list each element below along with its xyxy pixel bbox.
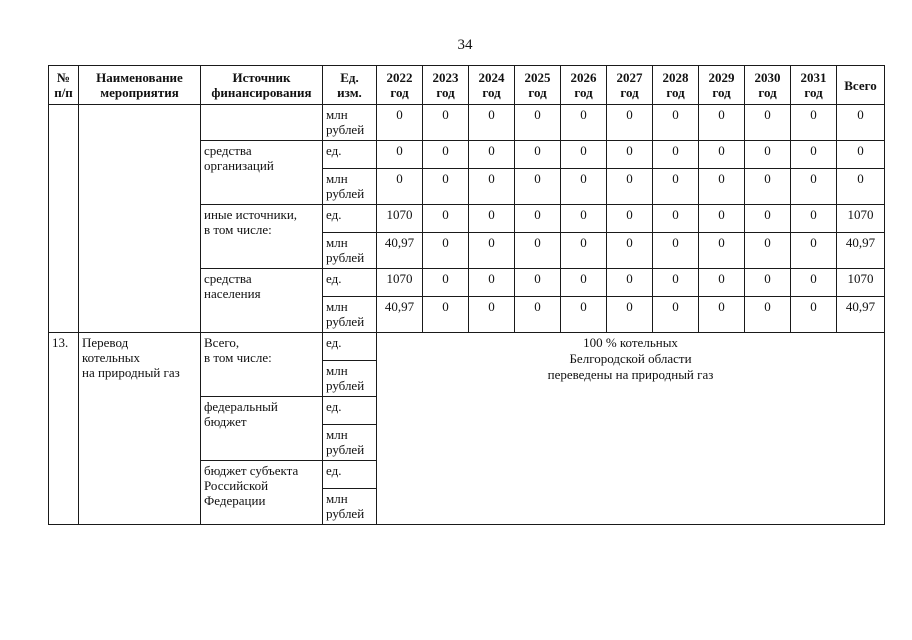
- source-cell: федеральный бюджет: [201, 397, 323, 461]
- value-cell: 0: [745, 297, 791, 333]
- value-cell: 0: [653, 169, 699, 205]
- unit-cell: ед.: [323, 205, 377, 233]
- header-year-2025: 2025 год: [515, 66, 561, 105]
- value-cell: 0: [515, 233, 561, 269]
- value-cell: 0: [607, 105, 653, 141]
- unit-cell: млн рублей: [323, 233, 377, 269]
- value-cell: 0: [561, 233, 607, 269]
- source-cell: средства организаций: [201, 141, 323, 205]
- value-cell: 0: [745, 269, 791, 297]
- value-cell: 40,97: [377, 297, 423, 333]
- value-cell: 0: [515, 169, 561, 205]
- value-cell: 0: [561, 105, 607, 141]
- value-cell: 40,97: [377, 233, 423, 269]
- header-row: [49, 66, 885, 105]
- value-cell: 0: [515, 269, 561, 297]
- total-cell: 1070: [837, 205, 885, 233]
- value-cell: 0: [561, 269, 607, 297]
- source-cell: иные источники, в том числе:: [201, 205, 323, 269]
- table-row: [49, 333, 885, 361]
- value-cell: 0: [469, 141, 515, 169]
- value-cell: 0: [515, 141, 561, 169]
- header-year-2031: 2031 год: [791, 66, 837, 105]
- value-cell: 0: [791, 169, 837, 205]
- value-cell: 0: [699, 297, 745, 333]
- value-cell: 0: [653, 297, 699, 333]
- value-cell: 0: [423, 297, 469, 333]
- unit-cell: ед.: [323, 397, 377, 425]
- header-year-2023: 2023 год: [423, 66, 469, 105]
- value-cell: 0: [607, 205, 653, 233]
- header-name: Наименование мероприятия: [79, 66, 201, 105]
- value-cell: 0: [423, 269, 469, 297]
- note-line: Белгородской области: [569, 351, 692, 366]
- unit-cell: ед.: [323, 269, 377, 297]
- value-cell: 0: [791, 269, 837, 297]
- unit-cell: ед.: [323, 461, 377, 489]
- value-cell: 0: [745, 105, 791, 141]
- item-name: Перевод котельных на природный газ: [79, 333, 201, 525]
- value-cell: 0: [699, 105, 745, 141]
- header-total: Всего: [837, 66, 885, 105]
- value-cell: 0: [745, 141, 791, 169]
- value-cell: 0: [377, 105, 423, 141]
- total-cell: 0: [837, 141, 885, 169]
- value-cell: 0: [469, 233, 515, 269]
- item-number: 13.: [49, 333, 79, 525]
- header-year-2026: 2026 год: [561, 66, 607, 105]
- unit-cell: ед.: [323, 141, 377, 169]
- unit-cell: млн рублей: [323, 105, 377, 141]
- unit-cell: млн рублей: [323, 297, 377, 333]
- value-cell: 0: [745, 169, 791, 205]
- unit-cell: млн рублей: [323, 489, 377, 525]
- header-source: Источник финансирования: [201, 66, 323, 105]
- note-line: 100 % котельных: [583, 335, 678, 350]
- total-cell: 40,97: [837, 297, 885, 333]
- page-number: 34: [457, 37, 473, 53]
- num-cell-empty: [49, 105, 79, 333]
- value-cell: 0: [607, 297, 653, 333]
- value-cell: 0: [607, 141, 653, 169]
- unit-cell: млн рублей: [323, 169, 377, 205]
- value-cell: 0: [653, 233, 699, 269]
- header-num: № п/п: [49, 66, 79, 105]
- completion-note: [377, 333, 885, 525]
- value-cell: 0: [699, 169, 745, 205]
- header-unit: Ед. изм.: [323, 66, 377, 105]
- value-cell: 0: [469, 269, 515, 297]
- table-row: [49, 105, 885, 141]
- note-line: переведены на природный газ: [547, 367, 714, 382]
- value-cell: 0: [653, 105, 699, 141]
- value-cell: 0: [791, 205, 837, 233]
- value-cell: 0: [561, 297, 607, 333]
- source-cell-empty: [201, 105, 323, 141]
- header-year-2022: 2022 год: [377, 66, 423, 105]
- header-year-2029: 2029 год: [699, 66, 745, 105]
- value-cell: 0: [423, 205, 469, 233]
- header-year-2027: 2027 год: [607, 66, 653, 105]
- total-cell: 0: [837, 105, 885, 141]
- source-cell: бюджет субъекта Российской Федерации: [201, 461, 323, 525]
- value-cell: 0: [653, 205, 699, 233]
- value-cell: 0: [791, 297, 837, 333]
- value-cell: 0: [745, 233, 791, 269]
- value-cell: 0: [699, 141, 745, 169]
- value-cell: 0: [377, 141, 423, 169]
- value-cell: 0: [699, 233, 745, 269]
- value-cell: 0: [423, 233, 469, 269]
- unit-cell: ед.: [323, 333, 377, 361]
- value-cell: 0: [561, 205, 607, 233]
- value-cell: 0: [607, 269, 653, 297]
- total-cell: 1070: [837, 269, 885, 297]
- value-cell: 0: [791, 105, 837, 141]
- value-cell: 0: [699, 269, 745, 297]
- value-cell: 0: [469, 169, 515, 205]
- value-cell: 0: [607, 233, 653, 269]
- value-cell: 0: [469, 205, 515, 233]
- financing-table: [48, 65, 885, 525]
- value-cell: 0: [791, 233, 837, 269]
- value-cell: 0: [653, 269, 699, 297]
- header-year-2024: 2024 год: [469, 66, 515, 105]
- name-cell-empty: [79, 105, 201, 333]
- value-cell: 0: [745, 205, 791, 233]
- value-cell: 0: [561, 141, 607, 169]
- value-cell: 1070: [377, 269, 423, 297]
- header-year-2030: 2030 год: [745, 66, 791, 105]
- value-cell: 0: [653, 141, 699, 169]
- value-cell: 0: [515, 105, 561, 141]
- value-cell: 0: [469, 297, 515, 333]
- value-cell: 0: [515, 205, 561, 233]
- source-cell: Всего, в том числе:: [201, 333, 323, 397]
- value-cell: 0: [423, 141, 469, 169]
- total-cell: 0: [837, 169, 885, 205]
- unit-cell: млн рублей: [323, 425, 377, 461]
- value-cell: 0: [607, 169, 653, 205]
- value-cell: 0: [699, 205, 745, 233]
- value-cell: 0: [469, 105, 515, 141]
- source-cell: средства населения: [201, 269, 323, 333]
- value-cell: 0: [423, 169, 469, 205]
- total-cell: 40,97: [837, 233, 885, 269]
- value-cell: 0: [561, 169, 607, 205]
- value-cell: 0: [377, 169, 423, 205]
- value-cell: 0: [791, 141, 837, 169]
- value-cell: 0: [515, 297, 561, 333]
- value-cell: 0: [423, 105, 469, 141]
- header-year-2028: 2028 год: [653, 66, 699, 105]
- unit-cell: млн рублей: [323, 361, 377, 397]
- value-cell: 1070: [377, 205, 423, 233]
